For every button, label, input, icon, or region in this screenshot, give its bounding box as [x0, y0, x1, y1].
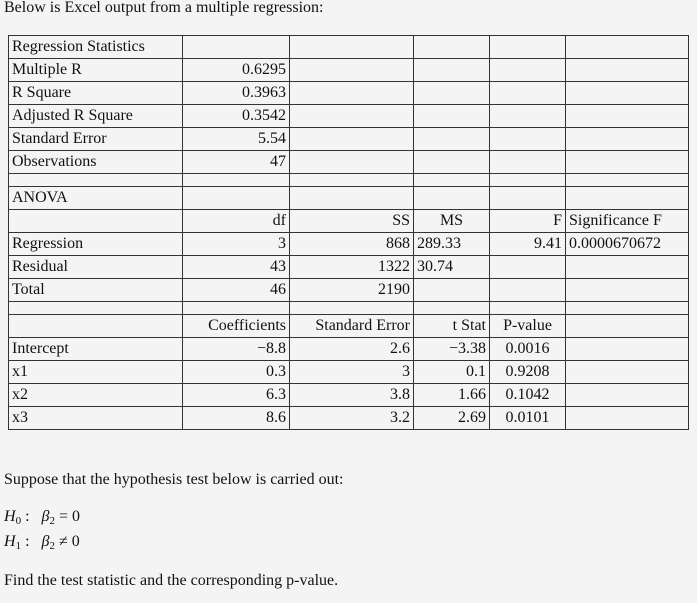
- pvalue-value: 0.0016: [490, 338, 566, 361]
- regstats-value: 0.6295: [183, 59, 290, 82]
- spacer-row: [9, 302, 689, 315]
- regstats-label: R Square: [9, 82, 183, 105]
- instruction-text: Find the test statistic and the corresponding p-value.: [4, 572, 339, 589]
- h1-param: β: [41, 533, 50, 550]
- h0-param: β: [41, 508, 50, 525]
- h1-relation: ≠ 0: [54, 533, 80, 550]
- anova-ms-header: MS: [414, 210, 490, 233]
- se-value: 2.6: [290, 338, 414, 361]
- regstats-label: Multiple R: [9, 59, 183, 82]
- anova-title-row: [9, 187, 689, 210]
- pvalue-value: 0.0101: [490, 407, 566, 430]
- table-row: [9, 384, 689, 407]
- spacer-row: [9, 174, 689, 187]
- h1-param-subscript: 2: [49, 540, 55, 552]
- coef-value: 0.3: [183, 361, 290, 384]
- anova-ms: 289.33: [414, 233, 490, 256]
- se-header: Standard Error: [290, 315, 414, 338]
- pvalue-value: 0.9208: [490, 361, 566, 384]
- pvalue-header: P-value: [490, 315, 566, 338]
- pvalue-value: 0.1042: [490, 384, 566, 407]
- null-hypothesis: [4, 508, 80, 527]
- coef-header-row: [9, 315, 689, 338]
- anova-df-header: df: [183, 210, 290, 233]
- anova-df: 46: [183, 279, 290, 302]
- regstats-label: Observations: [9, 151, 183, 174]
- anova-ss: 1322: [290, 256, 414, 279]
- question-text: Suppose that the hypothesis test below is carried out:: [4, 471, 344, 488]
- h0-param-subscript: 2: [49, 515, 55, 527]
- regstats-label: Standard Error: [9, 128, 183, 151]
- h0-subscript: 0: [15, 515, 22, 527]
- coef-label: x2: [9, 384, 183, 407]
- regstats-value: 0.3542: [183, 105, 290, 128]
- table-row: [9, 338, 689, 361]
- regstats-label: Adjusted R Square: [9, 105, 183, 128]
- tstat-value: 0.1: [414, 361, 490, 384]
- anova-f-header: F: [490, 210, 566, 233]
- coef-value: −8.8: [183, 338, 290, 361]
- intro-text: Below is Excel output from a multiple regression:: [4, 0, 324, 16]
- anova-label: Residual: [9, 256, 183, 279]
- table-row: [9, 407, 689, 430]
- table-row: [9, 128, 689, 151]
- se-value: 3.2: [290, 407, 414, 430]
- anova-f: 9.41: [490, 233, 566, 256]
- h0-colon: :: [21, 508, 30, 525]
- anova-sigf-header: Significance F: [566, 210, 689, 233]
- tstat-value: 1.66: [414, 384, 490, 407]
- anova-title: ANOVA: [9, 187, 183, 210]
- h1-symbol: H: [4, 533, 16, 550]
- anova-label: Total: [9, 279, 183, 302]
- table-row: [9, 151, 689, 174]
- regstats-value: 5.54: [183, 128, 290, 151]
- coef-label: x3: [9, 407, 183, 430]
- table-row: [9, 105, 689, 128]
- coef-label: Intercept: [9, 338, 183, 361]
- anova-df: 3: [183, 233, 290, 256]
- regstats-value: 0.3963: [183, 82, 290, 105]
- se-value: 3.8: [290, 384, 414, 407]
- coef-value: 8.6: [183, 407, 290, 430]
- coef-header: Coefficients: [183, 315, 290, 338]
- h1-colon: :: [21, 533, 30, 550]
- table-row: [9, 233, 689, 256]
- anova-sigf: 0.0000670672: [566, 233, 689, 256]
- anova-df: 43: [183, 256, 290, 279]
- h0-symbol: H: [4, 508, 16, 525]
- anova-header-row: [9, 210, 689, 233]
- se-value: 3: [290, 361, 414, 384]
- tstat-value: −3.38: [414, 338, 490, 361]
- coef-value: 6.3: [183, 384, 290, 407]
- regstats-header-row: [9, 36, 689, 59]
- regstats-value: 47: [183, 151, 290, 174]
- alternative-hypothesis: [4, 533, 80, 552]
- coef-label: x1: [9, 361, 183, 384]
- anova-ss: 868: [290, 233, 414, 256]
- excel-output-table: [8, 35, 689, 430]
- h1-subscript: 1: [15, 540, 22, 552]
- table-row: [9, 82, 689, 105]
- table-row: [9, 59, 689, 82]
- table-row: [9, 256, 689, 279]
- anova-ms: 30.74: [414, 256, 490, 279]
- anova-ss: 2190: [290, 279, 414, 302]
- h0-relation: = 0: [54, 508, 81, 525]
- tstat-value: 2.69: [414, 407, 490, 430]
- anova-ss-header: SS: [290, 210, 414, 233]
- regstats-header: Regression Statistics: [9, 36, 183, 59]
- anova-label: Regression: [9, 233, 183, 256]
- tstat-header: t Stat: [414, 315, 490, 338]
- table-row: [9, 279, 689, 302]
- table-row: [9, 361, 689, 384]
